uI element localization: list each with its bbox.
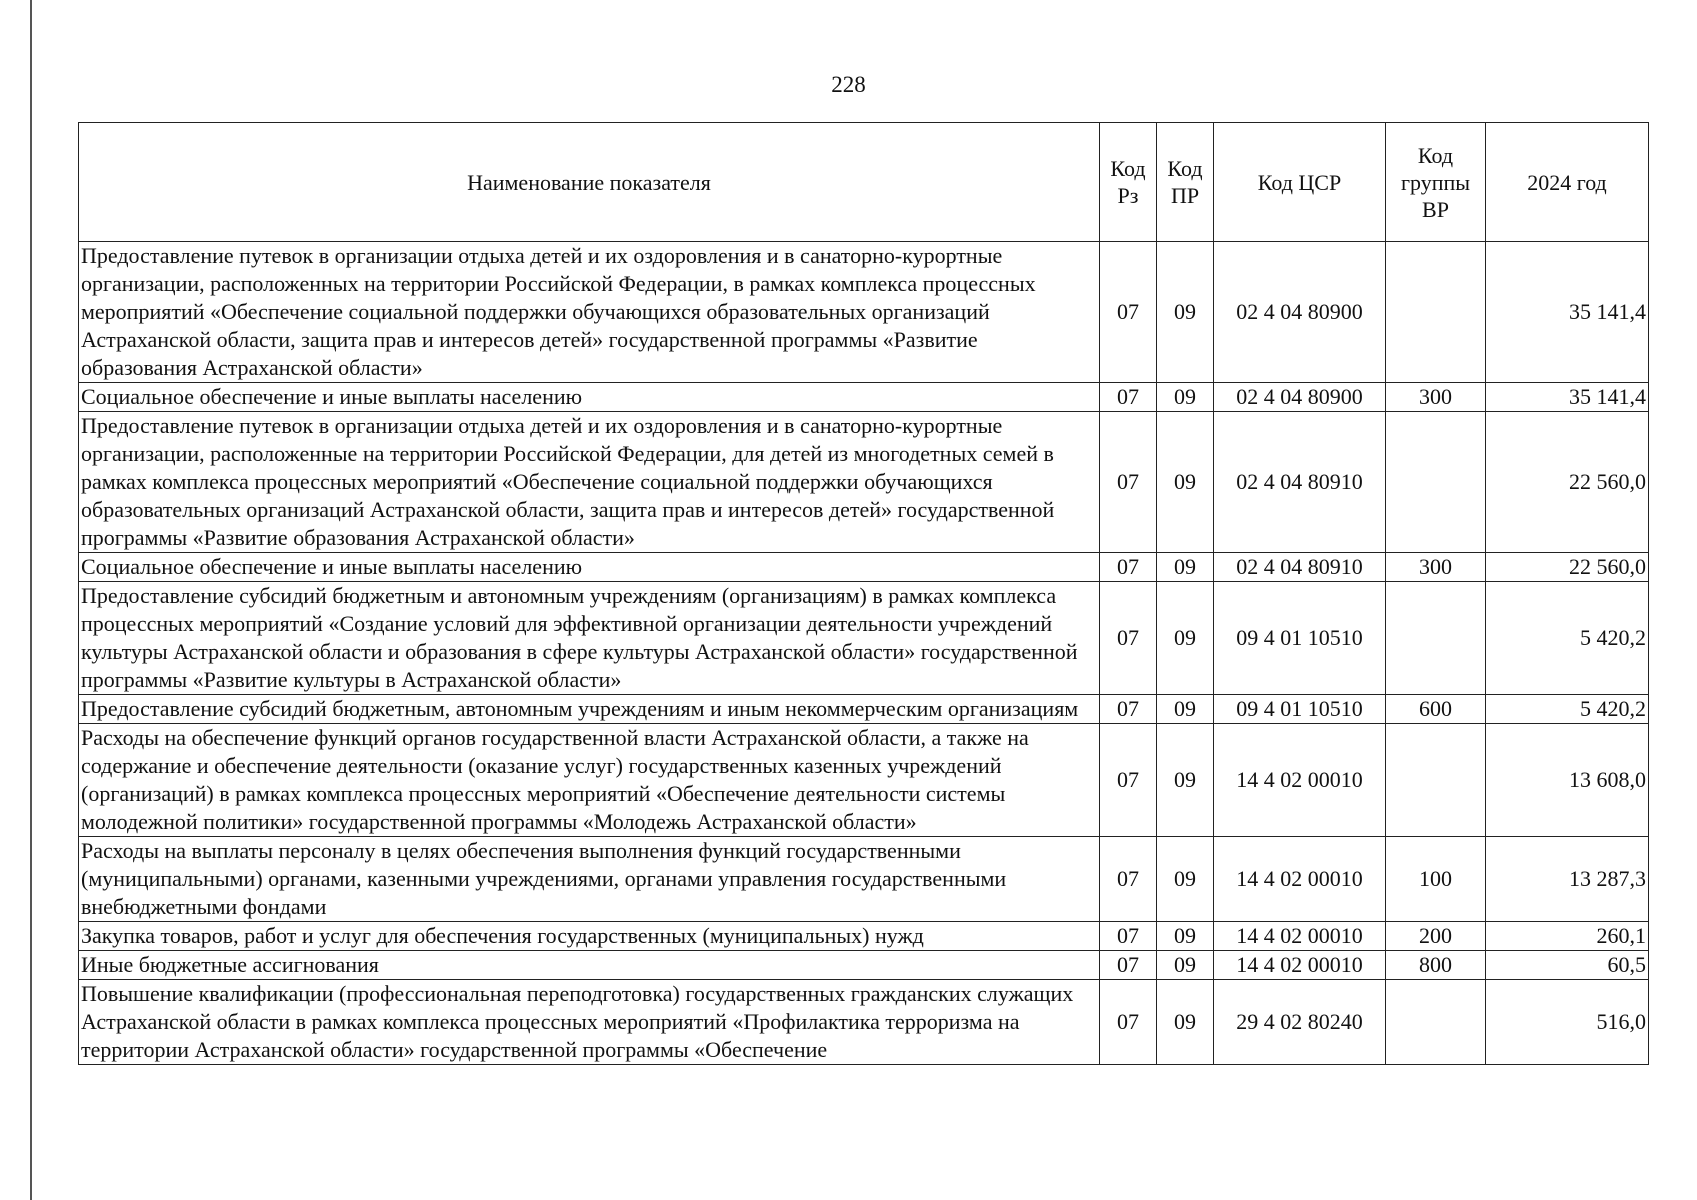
cell-csr: 29 4 02 80240: [1214, 980, 1386, 1065]
cell-vr: 100: [1386, 837, 1486, 922]
page-number: 228: [831, 72, 866, 97]
cell-pr: 09: [1157, 242, 1214, 383]
table-header: [79, 123, 1649, 242]
cell-pr: 09: [1157, 922, 1214, 951]
cell-vr: 200: [1386, 922, 1486, 951]
cell-csr: 09 4 01 10510: [1214, 582, 1386, 695]
cell-rz: 07: [1100, 582, 1157, 695]
budget-table: [78, 122, 1649, 1065]
cell-csr: 14 4 02 00010: [1214, 922, 1386, 951]
cell-pr: 09: [1157, 582, 1214, 695]
cell-amount: 13 608,0: [1486, 724, 1649, 837]
cell-csr: 02 4 04 80910: [1214, 412, 1386, 553]
cell-vr: 800: [1386, 951, 1486, 980]
cell-rz: 07: [1100, 837, 1157, 922]
header-year-2024: 2024 год: [1486, 123, 1649, 242]
header-code-csr: Код ЦСР: [1214, 123, 1386, 242]
cell-vr: [1386, 980, 1486, 1065]
cell-pr: 09: [1157, 383, 1214, 412]
table-row: [79, 951, 1649, 980]
cell-csr: 02 4 04 80900: [1214, 383, 1386, 412]
cell-name: Предоставление субсидий бюджетным, автономным учреждениям и иным некоммерческим организациям: [79, 695, 1100, 724]
cell-amount: 35 141,4: [1486, 383, 1649, 412]
cell-vr: [1386, 724, 1486, 837]
cell-name: Предоставление путевок в организации отдыха детей и их оздоровления и в санаторно-курортные организации, расположенных на территории Российской Федерации, в рамках комплекса процессных мероприятий «Обеспечение социальной поддержки обучающихся образовательных организаций Астраханской области, защита прав и интересов детей» государственной программы «Развитие образования Астраханской области»: [79, 242, 1100, 383]
cell-csr: 09 4 01 10510: [1214, 695, 1386, 724]
cell-name: Иные бюджетные ассигнования: [79, 951, 1100, 980]
cell-name: Расходы на обеспечение функций органов государственной власти Астраханской области, а также на содержание и обеспечение деятельности (оказание услуг) государственных казенных учреждений (организаций) в рамках комплекса процессных мероприятий «Обеспечение деятельности системы молодежной политики» государственной программы «Молодежь Астраханской области»: [79, 724, 1100, 837]
cell-rz: 07: [1100, 922, 1157, 951]
page-margin-line: [30, 0, 32, 1200]
cell-rz: 07: [1100, 724, 1157, 837]
cell-rz: 07: [1100, 383, 1157, 412]
cell-name: Социальное обеспечение и иные выплаты населению: [79, 383, 1100, 412]
table-row: [79, 980, 1649, 1065]
cell-vr: 300: [1386, 383, 1486, 412]
cell-name: Предоставление путевок в организации отдыха детей и их оздоровления и в санаторно-курортные организации, расположенные на территории Российской Федерации, для детей из многодетных семей в рамках комплекса процессных мероприятий «Обеспечение социальной поддержки обучающихся образовательных организаций Астраханской области, защита прав и интересов детей» государственной программы «Развитие образования Астраханской области»: [79, 412, 1100, 553]
cell-rz: 07: [1100, 695, 1157, 724]
cell-vr: [1386, 412, 1486, 553]
cell-csr: 02 4 04 80910: [1214, 553, 1386, 582]
cell-pr: 09: [1157, 980, 1214, 1065]
cell-name: Повышение квалификации (профессиональная переподготовка) государственных гражданских служащих Астраханской области в рамках комплекса процессных мероприятий «Профилактика терроризма на территории Астраханской области» государственной программы «Обеспечение: [79, 980, 1100, 1065]
header-code-pr: Код ПР: [1157, 123, 1214, 242]
header-code-rz: Код Рз: [1100, 123, 1157, 242]
cell-vr: 300: [1386, 553, 1486, 582]
cell-name: Расходы на выплаты персоналу в целях обеспечения выполнения функций государственными (муниципальными) органами, казенными учреждениями, органами управления государственными внебюджетными фондами: [79, 837, 1100, 922]
cell-amount: 516,0: [1486, 980, 1649, 1065]
cell-rz: 07: [1100, 951, 1157, 980]
table-row: [79, 553, 1649, 582]
table-row: [79, 242, 1649, 383]
cell-pr: 09: [1157, 951, 1214, 980]
cell-amount: 5 420,2: [1486, 582, 1649, 695]
cell-rz: 07: [1100, 412, 1157, 553]
cell-name: Предоставление субсидий бюджетным и автономным учреждениям (организациям) в рамках комплекса процессных мероприятий «Создание условий для эффективной организации деятельности учреждений культуры Астраханской области и образования в сфере культуры Астраханской области» государственной программы «Развитие культуры в Астраханской области»: [79, 582, 1100, 695]
cell-rz: 07: [1100, 242, 1157, 383]
table-row: [79, 695, 1649, 724]
header-indicator-name: Наименование показателя: [79, 123, 1100, 242]
table-row: [79, 383, 1649, 412]
cell-name: Закупка товаров, работ и услуг для обеспечения государственных (муниципальных) нужд: [79, 922, 1100, 951]
cell-csr: 14 4 02 00010: [1214, 837, 1386, 922]
cell-amount: 35 141,4: [1486, 242, 1649, 383]
cell-vr: [1386, 582, 1486, 695]
table-row: [79, 724, 1649, 837]
cell-amount: 22 560,0: [1486, 412, 1649, 553]
cell-rz: 07: [1100, 553, 1157, 582]
cell-amount: 260,1: [1486, 922, 1649, 951]
cell-pr: 09: [1157, 553, 1214, 582]
cell-vr: [1386, 242, 1486, 383]
cell-amount: 5 420,2: [1486, 695, 1649, 724]
cell-csr: 14 4 02 00010: [1214, 951, 1386, 980]
cell-csr: 14 4 02 00010: [1214, 724, 1386, 837]
table-row: [79, 412, 1649, 553]
header-code-vr: Код группы ВР: [1386, 123, 1486, 242]
cell-pr: 09: [1157, 837, 1214, 922]
table-row: [79, 582, 1649, 695]
cell-amount: 60,5: [1486, 951, 1649, 980]
cell-vr: 600: [1386, 695, 1486, 724]
cell-pr: 09: [1157, 695, 1214, 724]
table-body: [79, 242, 1649, 1065]
cell-name: Социальное обеспечение и иные выплаты населению: [79, 553, 1100, 582]
cell-csr: 02 4 04 80900: [1214, 242, 1386, 383]
cell-pr: 09: [1157, 724, 1214, 837]
header-row: [79, 123, 1649, 242]
cell-amount: 22 560,0: [1486, 553, 1649, 582]
cell-rz: 07: [1100, 980, 1157, 1065]
cell-amount: 13 287,3: [1486, 837, 1649, 922]
cell-pr: 09: [1157, 412, 1214, 553]
table-row: [79, 922, 1649, 951]
table-row: [79, 837, 1649, 922]
